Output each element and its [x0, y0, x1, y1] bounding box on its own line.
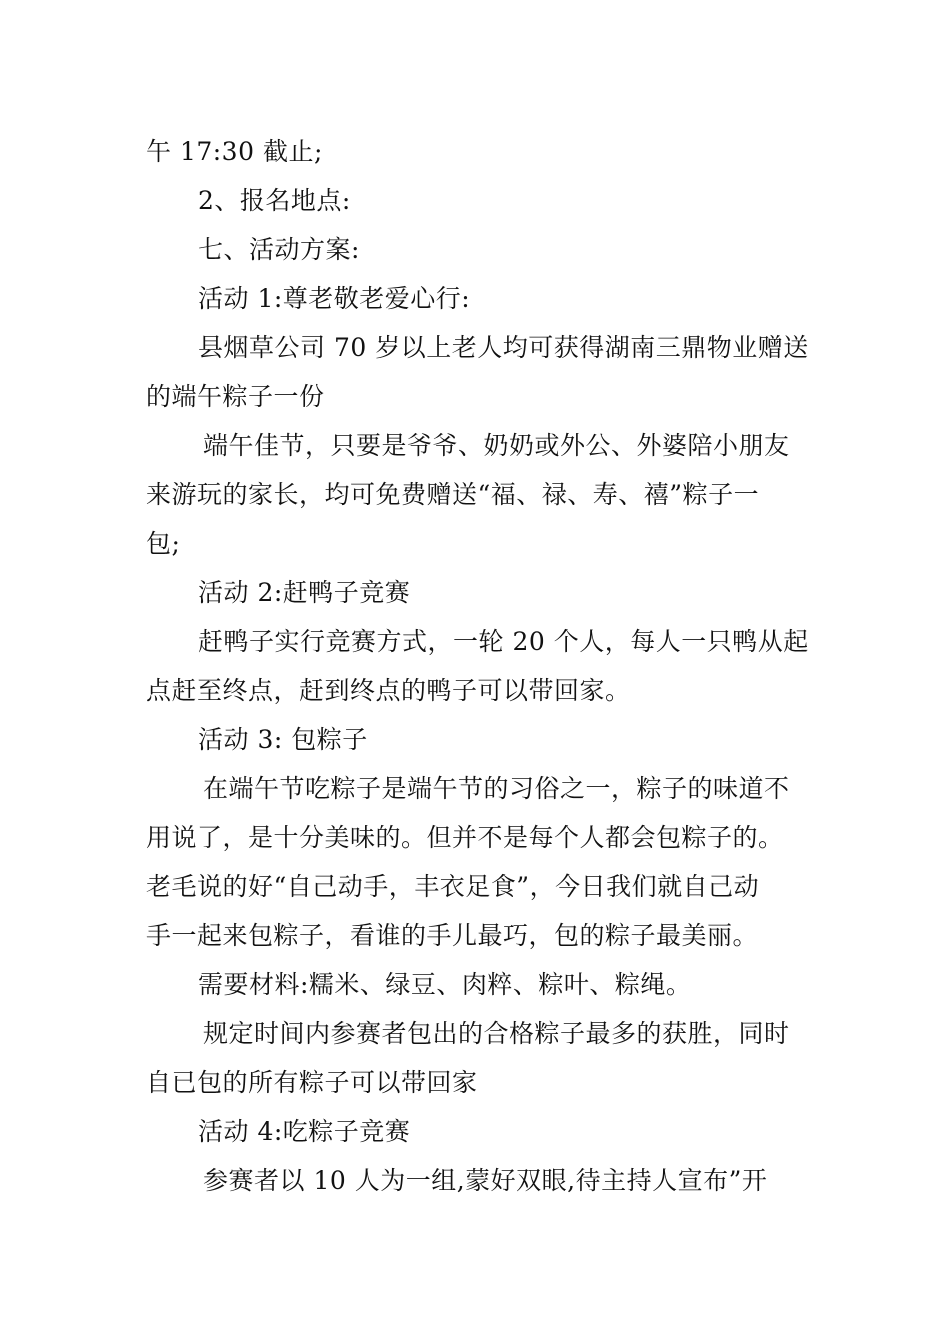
- text-line: 赶鸭子实行竞赛方式，一轮 20 个人，每人一只鸭从起: [198, 627, 809, 656]
- text-line: 2、报名地点:: [198, 186, 351, 215]
- text-line: 包;: [146, 529, 181, 558]
- text-line: 端午佳节，只要是爷爷、奶奶或外公、外婆陪小朋友: [203, 431, 790, 460]
- text-line: 在端午节吃粽子是端午节的习俗之一，粽子的味道不: [203, 774, 790, 803]
- text-line: 老毛说的好“自己动手，丰衣足食”，今日我们就自己动: [146, 872, 760, 901]
- text-line: 午 17:30 截止;: [146, 137, 323, 166]
- text-line: 点赶至终点，赶到终点的鸭子可以带回家。: [146, 676, 631, 705]
- document-page: [146, 127, 810, 1205]
- activity-heading: 活动 2:赶鸭子竞赛: [198, 578, 411, 607]
- text-line: 需要材料:糯米、绿豆、肉粹、粽叶、粽绳。: [198, 970, 692, 999]
- text-line: 的端午粽子一份: [146, 382, 325, 411]
- text-line: 手一起来包粽子，看谁的手儿最巧，包的粽子最美丽。: [146, 921, 759, 950]
- activity-heading: 活动 3: 包粽子: [198, 725, 368, 754]
- text-line: 用说了，是十分美味的。但并不是每个人都会包粽子的。: [146, 823, 784, 852]
- text-line: 规定时间内参赛者包出的合格粽子最多的获胜，同时: [203, 1019, 790, 1048]
- activity-heading: 活动 1:尊老敬老爱心行:: [198, 284, 471, 313]
- text-line: 来游玩的家长，均可免费赠送“福、禄、寿、禧”粽子一: [146, 480, 760, 509]
- section-heading: 七、活动方案:: [198, 235, 360, 264]
- text-line: 县烟草公司 70 岁以上老人均可获得湖南三鼎物业赠送: [198, 333, 809, 362]
- text-line: 参赛者以 10 人为一组,蒙好双眼,待主持人宣布”开: [203, 1166, 768, 1195]
- activity-heading: 活动 4:吃粽子竞赛: [198, 1117, 411, 1146]
- text-line: 自已包的所有粽子可以带回家: [146, 1068, 478, 1097]
